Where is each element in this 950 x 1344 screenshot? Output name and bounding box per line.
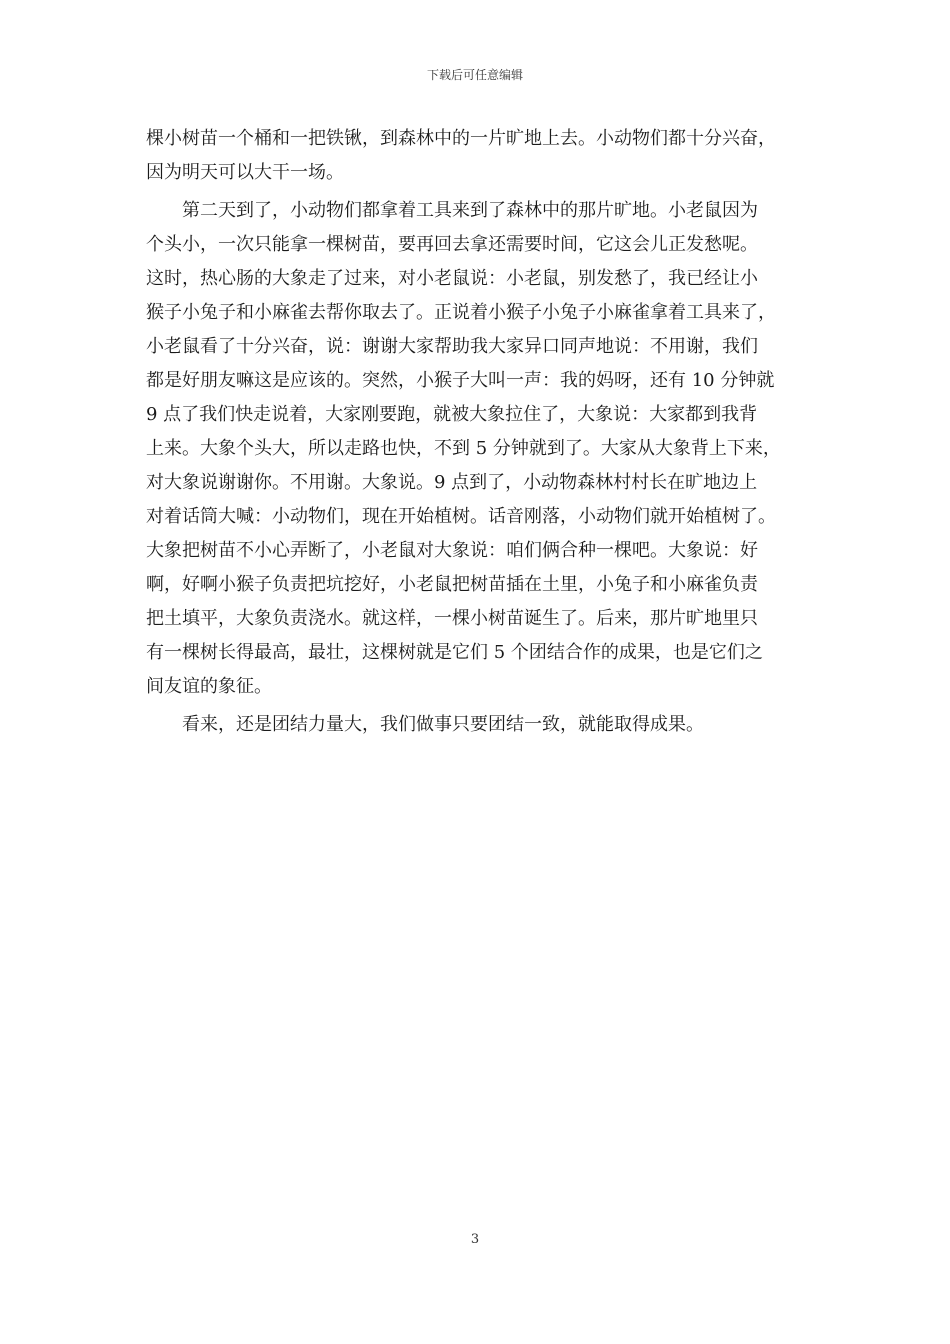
page-number: 3: [470, 1232, 480, 1247]
text-line: 把土填平，大象负责浇水。就这样，一棵小树苗诞生了。后来，那片旷地里只: [146, 608, 758, 629]
text-line: 有一棵树长得最高，最壮，这棵树就是它们 5 个团结合作的成果，也是它们之: [146, 642, 763, 663]
page-footer: [0, 1232, 950, 1248]
text-line: 因为明天可以大干一场。: [146, 162, 344, 183]
header-text: 下载后可任意编辑: [426, 68, 523, 82]
text-line: 看来，还是团结力量大，我们做事只要团结一致，就能取得成果。: [146, 714, 704, 735]
text-line: 对着话筒大喊：小动物们，现在开始植树。话音刚落，小动物们就开始植树了。: [146, 506, 776, 527]
text-line: 这时，热心肠的大象走了过来，对小老鼠说：小老鼠，别发愁了，我已经让小: [146, 268, 758, 289]
text-line: 9 点了我们快走说着，大家刚要跑，就被大象拉住了，大象说：大家都到我背: [146, 404, 758, 425]
text-line: 对大象说谢谢你。不用谢。大象说。9 点到了，小动物森林村村长在旷地边上: [146, 472, 758, 493]
text-line: 第二天到了，小动物们都拿着工具来到了森林中的那片旷地。小老鼠因为: [146, 200, 758, 221]
paragraph-3: [146, 708, 836, 742]
text-line: 棵小树苗一个桶和一把铁锹，到森林中的一片旷地上去。小动物们都十分兴奋，: [146, 128, 776, 149]
text-line: 大象把树苗不小心弄断了，小老鼠对大象说：咱们俩合种一棵吧。大象说：好: [146, 540, 758, 561]
page-header: [0, 67, 950, 83]
text-line: 间友谊的象征。: [146, 676, 272, 697]
document-body: [146, 122, 836, 742]
paragraph-2: [146, 194, 836, 704]
text-line: 小老鼠看了十分兴奋，说：谢谢大家帮助我大家异口同声地说：不用谢，我们: [146, 336, 758, 357]
text-line: 啊，好啊小猴子负责把坑挖好，小老鼠把树苗插在土里，小兔子和小麻雀负责: [146, 574, 758, 595]
text-line: 都是好朋友嘛这是应该的。突然，小猴子大叫一声：我的妈呀，还有 10 分钟就: [146, 370, 775, 391]
paragraph-1: [146, 122, 836, 190]
text-line: 上来。大象个头大，所以走路也快，不到 5 分钟就到了。大家从大象背上下来，: [146, 438, 781, 459]
text-line: 个头小，一次只能拿一棵树苗，要再回去拿还需要时间，它这会儿正发愁呢。: [146, 234, 758, 255]
text-line: 猴子小兔子和小麻雀去帮你取去了。正说着小猴子小兔子小麻雀拿着工具来了，: [146, 302, 776, 323]
